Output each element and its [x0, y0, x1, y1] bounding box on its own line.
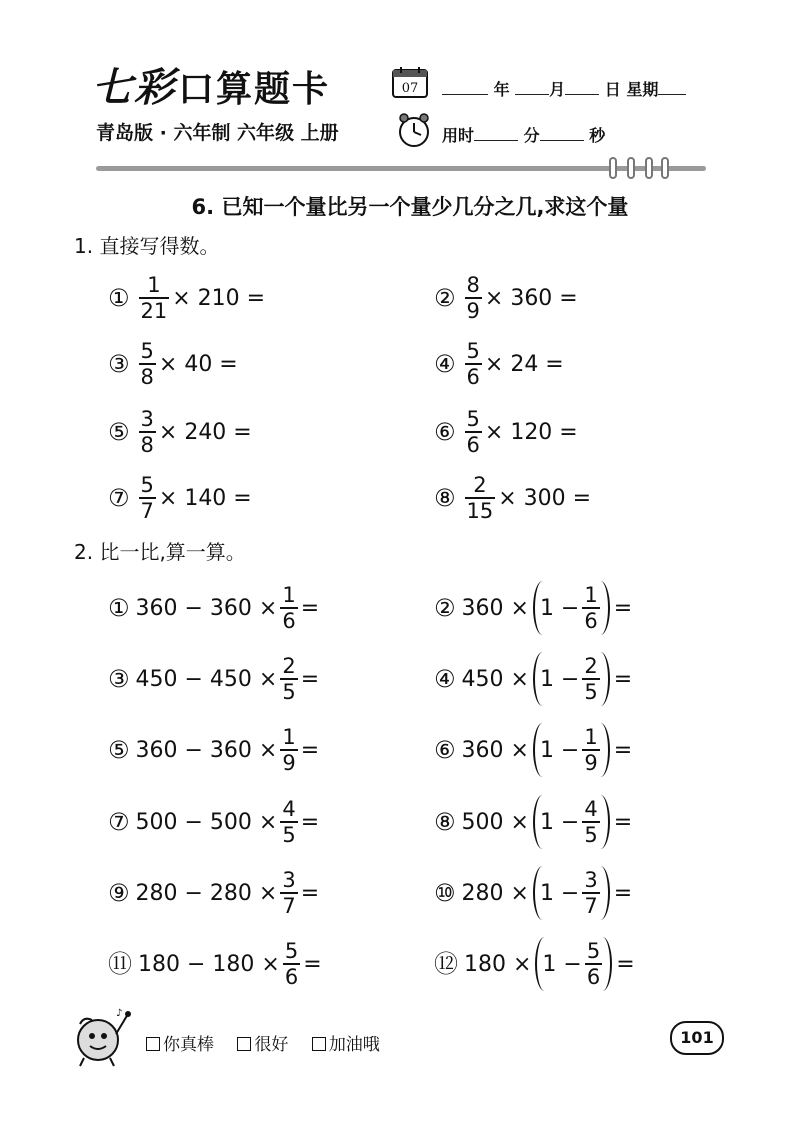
equals-sign: = — [613, 880, 633, 906]
fraction — [582, 584, 599, 632]
denominator: 5 — [584, 680, 598, 704]
problem-number: ⑥ — [434, 418, 456, 446]
binder-rings-icon — [606, 156, 670, 180]
s1-problem-2 — [434, 270, 578, 326]
time-min-label: 分 — [523, 126, 540, 145]
rating-option-keep-going[interactable] — [312, 1035, 380, 1055]
denominator: 9 — [584, 751, 598, 775]
fraction — [582, 726, 599, 774]
numerator: 1 — [282, 725, 296, 749]
numerator: 3 — [584, 868, 598, 892]
date-line — [442, 78, 686, 101]
fraction — [465, 408, 482, 456]
problem-number: ⑪ — [108, 950, 132, 978]
equals-sign: = — [613, 809, 633, 835]
expression: 450 × — [461, 666, 529, 692]
denominator: 5 — [282, 680, 296, 704]
checkbox[interactable] — [312, 1037, 326, 1051]
fraction — [139, 274, 170, 322]
section1-title: 1. 直接写得数。 — [74, 234, 220, 258]
s2-problem-4 — [434, 651, 632, 707]
date-year-label: 年 — [493, 80, 510, 99]
s2-problem-6 — [434, 722, 632, 778]
fraction — [280, 584, 297, 632]
brand-rest: 口算题卡 — [178, 68, 331, 110]
expression: 500 − 500 × — [135, 809, 278, 835]
s1-problem-1 — [108, 270, 265, 326]
numerator: 5 — [140, 339, 154, 363]
parentheses — [533, 795, 610, 849]
numerator: 4 — [282, 797, 296, 821]
fraction — [582, 655, 599, 703]
denominator: 9 — [282, 751, 296, 775]
problem-number: ⑧ — [434, 484, 456, 512]
problem-number: ⑤ — [108, 736, 130, 764]
equals-sign: = — [613, 737, 633, 763]
brand-qi: 七彩 — [92, 64, 176, 111]
denominator: 9 — [466, 299, 480, 323]
section2-title: 2. 比一比,算一算。 — [74, 540, 246, 564]
numerator: 2 — [282, 654, 296, 678]
s2-problem-9 — [108, 865, 319, 921]
s1-problem-6 — [434, 404, 578, 460]
expression-rest: × 360 = — [484, 285, 578, 311]
rating-label: 你真棒 — [163, 1035, 214, 1055]
calendar-day: 07 — [401, 81, 419, 96]
equals-sign: = — [300, 880, 320, 906]
rating-label: 加油哦 — [328, 1035, 380, 1055]
brand-title — [92, 66, 330, 111]
problem-number: ② — [434, 284, 456, 312]
numerator: 1 — [584, 583, 598, 607]
denominator: 6 — [586, 965, 601, 989]
expression-rest: × 240 = — [158, 419, 252, 445]
expression: 500 × — [461, 809, 529, 835]
s1-problem-7 — [108, 470, 252, 526]
s1-problem-3 — [108, 336, 238, 392]
rating-option-great[interactable] — [146, 1035, 214, 1055]
fraction — [139, 340, 156, 388]
problem-number: ① — [108, 594, 130, 622]
problem-number: ③ — [108, 665, 130, 693]
numerator: 5 — [140, 473, 154, 497]
time-sec-label: 秒 — [589, 126, 606, 145]
expression-rest: × 140 = — [158, 485, 252, 511]
s1-problem-4 — [434, 336, 564, 392]
numerator: 1 — [282, 583, 296, 607]
denominator: 7 — [282, 894, 296, 918]
one-minus: 1 − — [539, 595, 580, 621]
numerator: 2 — [584, 654, 598, 678]
expression: 180 − 180 × — [138, 951, 280, 977]
fraction — [582, 798, 599, 846]
fraction — [582, 869, 599, 917]
one-minus: 1 − — [539, 737, 580, 763]
date-month-label: 月 — [549, 80, 566, 99]
expression: 360 × — [461, 737, 529, 763]
expression-rest: × 210 = — [172, 285, 266, 311]
fraction — [465, 340, 482, 388]
parentheses — [533, 652, 610, 706]
problem-number: ④ — [434, 350, 456, 378]
problem-number: ⑧ — [434, 808, 456, 836]
problem-number: ⑦ — [108, 808, 130, 836]
expression: 360 − 360 × — [135, 737, 278, 763]
numerator: 5 — [284, 939, 299, 963]
one-minus: 1 − — [539, 809, 580, 835]
expression: 280 × — [461, 880, 529, 906]
date-day-label: 日 — [604, 80, 621, 99]
problem-number: ④ — [434, 665, 456, 693]
denominator: 5 — [282, 823, 296, 847]
parentheses — [535, 937, 612, 991]
problem-number: ③ — [108, 350, 130, 378]
problem-number: ⑦ — [108, 484, 130, 512]
problem-number: ⑩ — [434, 879, 456, 907]
s2-problem-10 — [434, 865, 632, 921]
fraction — [465, 274, 482, 322]
parentheses — [533, 723, 610, 777]
expression: 450 − 450 × — [135, 666, 278, 692]
denominator: 6 — [466, 365, 480, 389]
numerator: 5 — [466, 339, 480, 363]
one-minus: 1 − — [539, 880, 580, 906]
s2-problem-1 — [108, 580, 319, 636]
expression-rest: × 24 = — [484, 351, 564, 377]
s1-problem-5 — [108, 404, 252, 460]
fraction — [283, 940, 300, 988]
parentheses — [533, 581, 610, 635]
fraction — [280, 655, 297, 703]
s2-problem-5 — [108, 722, 319, 778]
self-rating — [146, 1034, 398, 1056]
denominator: 7 — [140, 499, 154, 523]
expression-rest: × 120 = — [484, 419, 578, 445]
fraction — [280, 869, 297, 917]
equals-sign: = — [303, 951, 322, 977]
expression: 360 × — [461, 595, 529, 621]
lesson-title: 6. 已知一个量比另一个量少几分之几,求这个量 — [191, 195, 629, 219]
s2-problem-3 — [108, 651, 319, 707]
problem-number: ② — [434, 594, 456, 622]
fraction — [585, 940, 602, 988]
one-minus: 1 − — [542, 951, 582, 977]
equals-sign: = — [300, 666, 320, 692]
denominator: 15 — [466, 499, 494, 523]
checkbox[interactable] — [237, 1037, 251, 1051]
numerator: 4 — [584, 797, 598, 821]
fraction — [139, 474, 156, 522]
problem-number: ⑫ — [434, 950, 458, 978]
date-weekday-label: 星期 — [626, 80, 659, 99]
s2-problem-2 — [434, 580, 632, 636]
mascot-icon — [70, 1004, 136, 1068]
s2-problem-7 — [108, 794, 319, 850]
fraction — [280, 798, 297, 846]
numerator: 8 — [466, 273, 480, 297]
expression-rest: × 300 = — [498, 485, 592, 511]
time-used-label: 用时 — [442, 126, 475, 145]
numerator: 3 — [282, 868, 296, 892]
equals-sign: = — [613, 595, 633, 621]
rating-label: 很好 — [254, 1035, 289, 1055]
denominator: 5 — [584, 823, 598, 847]
denominator: 8 — [140, 365, 154, 389]
page-number: 101 — [670, 1021, 724, 1055]
calendar-icon — [392, 66, 428, 98]
equals-sign: = — [300, 595, 320, 621]
parentheses — [533, 866, 610, 920]
expression: 280 − 280 × — [135, 880, 278, 906]
one-minus: 1 − — [539, 666, 580, 692]
clock-icon — [396, 112, 432, 148]
s2-problem-8 — [434, 794, 632, 850]
fraction — [139, 408, 156, 456]
denominator: 6 — [466, 433, 480, 457]
problem-number: ⑤ — [108, 418, 130, 446]
denominator: 6 — [284, 965, 299, 989]
numerator: 2 — [473, 473, 487, 497]
numerator: 3 — [140, 407, 154, 431]
numerator: 5 — [466, 407, 480, 431]
denominator: 21 — [140, 299, 168, 323]
svg-text:♪: ♪ — [116, 1008, 123, 1019]
denominator: 7 — [584, 894, 598, 918]
expression: 360 − 360 × — [135, 595, 278, 621]
equals-sign: = — [613, 666, 633, 692]
rating-option-good[interactable] — [237, 1035, 288, 1055]
checkbox[interactable] — [146, 1037, 160, 1051]
problem-number: ① — [108, 284, 130, 312]
s2-problem-12 — [434, 936, 635, 992]
equals-sign: = — [616, 951, 635, 977]
fraction — [280, 726, 297, 774]
problem-number: ⑥ — [434, 736, 456, 764]
numerator: 5 — [586, 939, 601, 963]
equals-sign: = — [300, 737, 320, 763]
expression: 180 × — [464, 951, 532, 977]
fraction — [465, 474, 496, 522]
s2-problem-11 — [108, 936, 322, 992]
time-line — [442, 124, 605, 147]
equals-sign: = — [300, 809, 320, 835]
numerator: 1 — [584, 725, 598, 749]
denominator: 6 — [282, 609, 296, 633]
denominator: 6 — [584, 609, 598, 633]
s1-problem-8 — [434, 470, 591, 526]
numerator: 1 — [147, 273, 161, 297]
expression-rest: × 40 = — [158, 351, 238, 377]
denominator: 8 — [140, 433, 154, 457]
problem-number: ⑨ — [108, 879, 130, 907]
edition-label: 青岛版 · 六年制 六年级 上册 — [96, 122, 339, 144]
